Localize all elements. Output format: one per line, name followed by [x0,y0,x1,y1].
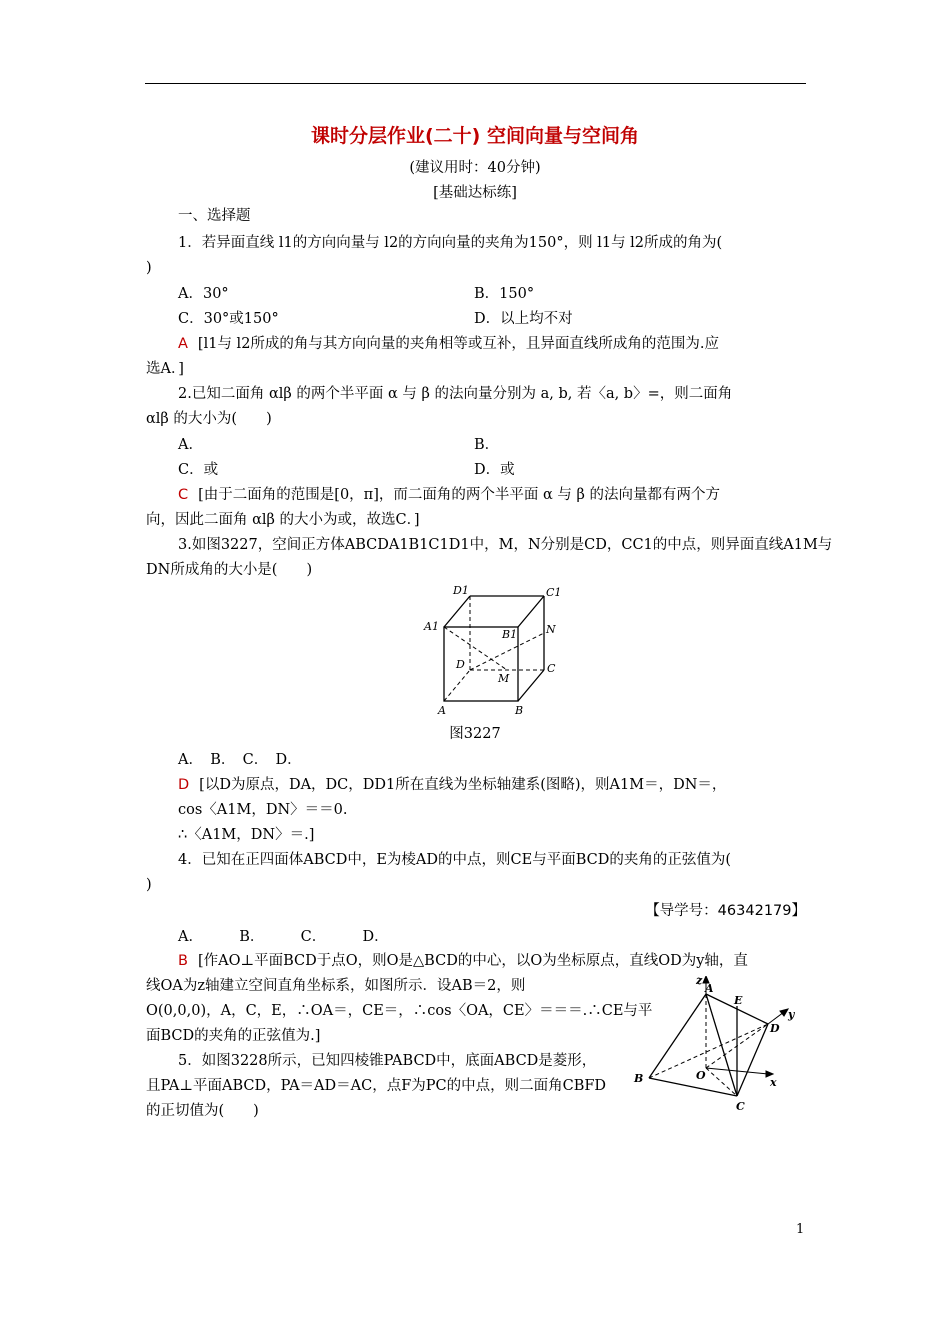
header-rule [145,83,806,84]
page-number: 1 [796,1222,805,1237]
q3-stem: 3.如图3227，空间正方体ABCDA1B1C1D1中，M，N分别是CD，CC1的中点，则异面直线A1M与 [178,537,833,553]
q1-option-d: D．以上均不对 [474,311,573,327]
q3-stem-cont: DN所成角的大小是( ) [146,562,313,578]
q4-explanation: B [作AO⊥平面BCD于点O，则O是△BCD的中心，以O为坐标原点，直线OD为y轴，直 [178,953,748,969]
q2-explanation: C [由于二面角的范围是[0，π]，而二面角的两个半平面 α 与 β 的法向量都有两个方 [178,487,720,503]
q4-answer: B [178,953,188,969]
tetrahedron-figure [628,976,808,1114]
cube-label-b1: B1 [502,628,518,641]
tetra-label-b: B [634,1072,644,1085]
cube-label-d: D [456,658,465,671]
q2-explanation-cont: 向，因此二面角 αlβ 的大小为或，故选C．] [146,512,420,528]
cube-figure [418,580,568,720]
q4-stem: 4．已知在正四面体ABCD中，E为棱AD的中点，则CE与平面BCD的夹角的正弦值为( [178,852,732,868]
guide-number: 【导学号：46342179】 [645,903,806,919]
cube-label-d1: D1 [453,584,469,597]
q1-explanation-cont: 选A．] [146,361,184,377]
tetra-label-x: x [770,1076,777,1089]
tetra-label-y: y [788,1008,795,1021]
cube-label-c: C [547,662,556,675]
q5-stem-line2: 且PA⊥平面ABCD，PA＝AD＝AC，点F为PC的中点，则二面角CBFD [146,1078,607,1094]
cube-label-m: M [498,672,510,685]
q1-option-a: A．30° [178,286,229,302]
page-title: 课时分层作业(二十) 空间向量与空间角 [311,125,639,147]
tetra-label-e: E [734,994,743,1007]
q1-explanation: A [l1与 l2所成的角与其方向向量的夹角相等或互补，且异面直线所成角的范围为.应 [178,336,720,352]
cube-label-a: A [438,704,446,717]
q2-stem: 2.已知二面角 αlβ 的两个半平面 α 与 β 的法向量分别为 a, b, 若〈a, b〉=，则二面角 [178,386,733,402]
q2-stem-cont: αlβ 的大小为( ) [146,411,272,427]
q3-explanation-end: ∴〈A1M，DN〉＝.] [178,827,315,843]
q2-option-b: B． [474,437,500,453]
q4-explanation-line3: O(0,0,0)，A，C，E，∴OA＝，CE＝，∴cos〈OA，CE〉＝＝＝.∴CE与平 [146,1003,653,1019]
part-heading: 一、选择题 [178,208,251,224]
q3-options: A． B． C． D． [178,752,302,768]
q3-answer: D [178,777,190,793]
tetra-label-o: O [696,1069,706,1082]
q4-explanation-line2: 线OA为z轴建立空间直角坐标系，如图所示．设AB＝2，则 [146,978,526,994]
tetra-label-c: C [736,1100,745,1113]
q2-option-a: A． [178,437,203,453]
q2-option-c: C．或 [178,462,219,478]
section-label: [基础达标练] [433,185,517,201]
tetra-label-z: z [696,976,703,987]
q1-option-c: C．30°或150° [178,311,279,327]
q4-options: A． B． C． D． [178,929,389,945]
q2-option-d: D．或 [474,462,515,478]
q3-figure-caption: 图3227 [449,726,501,742]
q3-explanation-cont: cos〈A1M，DN〉＝＝0. [178,802,348,818]
q4-stem-cont: ) [146,877,152,893]
q1-stem: 1．若异面直线 l1的方向向量与 l2的方向向量的夹角为150°，则 l1与 l2所成的角为( [178,235,723,251]
q1-stem-cont: ) [146,260,152,276]
tetra-label-a: A [705,982,714,995]
q1-answer: A [178,336,188,352]
q2-answer: C [178,487,189,503]
cube-label-a1: A1 [424,620,439,633]
cube-label-b: B [515,704,524,717]
cube-label-n: N [546,623,556,636]
q5-stem: 5．如图3228所示，已知四棱锥PABCD中，底面ABCD是菱形， [178,1053,597,1069]
tetra-label-d: D [770,1022,780,1035]
time-note: (建议用时：40分钟) [409,160,541,176]
cube-label-c1: C1 [546,586,562,599]
q4-explanation-line4: 面BCD的夹角的正弦值为.] [146,1028,321,1044]
q5-stem-line3: 的正切值为( ) [146,1103,259,1119]
q1-option-b: B．150° [474,286,535,302]
q3-explanation: D [以D为原点，DA，DC，DD1所在直线为坐标轴建系(图略)，则A1M＝，DN＝， [178,777,727,793]
